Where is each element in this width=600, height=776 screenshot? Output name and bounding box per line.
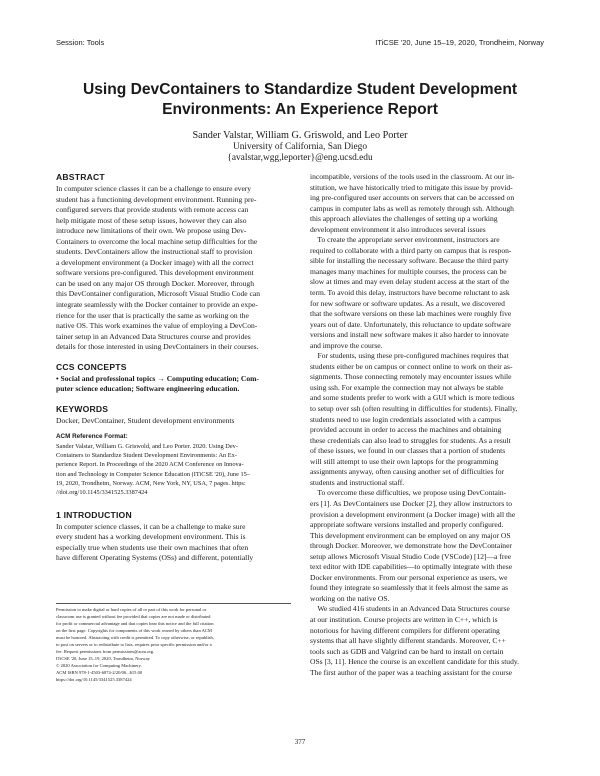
body-paragraph xyxy=(310,488,545,604)
body-line: ing pre-configured user accounts on servers that can be accessed on xyxy=(310,193,515,203)
introduction-line: have different Operating Systems (OSs) and different, potentially xyxy=(56,553,254,563)
abstract-line: software versions pre-configured. This development environment xyxy=(56,268,254,278)
body-line: ers [1]. As DevContainers use Docker [2], they allow instructors to xyxy=(310,498,513,508)
footnote-line: https://doi.org/10.1145/3341525.3387424 xyxy=(56,676,132,682)
abstract-line: configured servers that provide students with remote access can xyxy=(56,205,249,215)
paper-title-line-2: Environments: An Experience Report xyxy=(162,101,438,118)
abstract-line: details for those interested in using DevContainers in their courses. xyxy=(56,342,259,352)
body-line: and some students prefer to work with a GUI which is more tedious xyxy=(310,393,515,403)
running-header-right: ITiCSE '20, June 15–19, 2020, Trondheim, Norway xyxy=(375,38,544,47)
body-line: incompatible, versions of the tools used in the classroom. At our in- xyxy=(310,172,515,181)
body-line: notorious for having different compilers for different operating xyxy=(310,625,500,635)
footnote-line: ACM ISBN 978-1-4503-6874-2/20/06...$15.00 xyxy=(56,669,143,675)
body-line: signments. Those connecting remotely may encounter issues while xyxy=(310,372,512,382)
footnote-line: to post on servers or to redistribute to lists, requires prior specific permission and/or a xyxy=(56,641,212,647)
running-header-left: Session: Tools xyxy=(56,38,105,47)
paper-title-line-1: Using DevContainers to Standardize Student Development xyxy=(82,81,518,98)
keywords-body xyxy=(56,416,291,427)
body-line: versions and install new software makes it also harder to innovate xyxy=(310,330,509,340)
abstract-line: a development environment (a Docker image) with all the correct xyxy=(56,257,254,267)
ccs-concepts-body xyxy=(56,374,291,395)
copyright-footnote xyxy=(56,603,291,683)
keywords-line: Docker, DevContainer, Student development environments xyxy=(56,415,235,425)
abstract-body xyxy=(56,184,291,353)
abstract-line: native OS. This work examines the value of employing a DevCon- xyxy=(56,321,258,331)
body-paragraph xyxy=(310,235,545,351)
abstract-line: Containers to overcome the local machine setup difficulties for the xyxy=(56,236,258,246)
introduction-line: especially true when students use their own machines that often xyxy=(56,542,249,552)
body-line: students and instructional staff. xyxy=(310,477,405,487)
abstract-line: tainer setup in an Advanced Data Structures course and provides xyxy=(56,331,251,341)
abstract-line: introduce new limitations of their own. We propose using Dev- xyxy=(56,226,247,236)
body-line: text editor with IDE capabilities—to optimally integrate with these xyxy=(310,562,513,572)
abstract-line: rience for the user that is practically the same as working on the xyxy=(56,310,249,320)
introduction-body xyxy=(56,522,291,564)
ccs-line: puter science education; Software engineering education. xyxy=(56,384,240,394)
right-column xyxy=(310,172,545,678)
body-line: OSs [3, 11]. Hence the course is an excellent candidate for this study. xyxy=(310,657,520,667)
body-line: students need to use login credentials associated with a campus xyxy=(310,414,501,424)
reference-format-body xyxy=(56,442,291,498)
author-affiliation: University of California, San Diego xyxy=(232,141,368,152)
footnote-line: fee. Request permissions from permissions@acm.org. xyxy=(56,648,155,654)
body-line: To create the appropriate server environment, instructors are xyxy=(310,235,500,245)
abstract-line: integrate seamlessly with the Docker container to provide an expe- xyxy=(56,300,258,310)
left-column xyxy=(56,172,291,564)
body-line: will still attempt to use their own laptops for the programming xyxy=(310,456,499,466)
abstract-line: can be used on any major OS through Docker. Moreover, through xyxy=(56,278,254,288)
body-line: The first author of the paper was a teaching assistant for the course xyxy=(310,667,513,677)
body-line: We studied 416 students in an Advanced Data Structures course xyxy=(310,604,510,614)
introduction-line: In computer science classes, it can be a challenge to make sure xyxy=(56,521,246,531)
body-line: manages many machines for multiple courses, the process can be xyxy=(310,266,507,276)
footnote-line: for profit or commercial advantage and that copies bear this notice and the full citation xyxy=(56,620,214,626)
body-line: of these issues, we found in our classes that a portion of students xyxy=(310,446,506,456)
body-line: years out of date. Unfortunately, this reluctance to update software xyxy=(310,319,511,329)
body-line: For students, using these pre-configured machines requires that xyxy=(310,351,509,361)
body-line: found they integrate so seamlessly that it feels almost the same as xyxy=(310,583,509,593)
author-names: Sander Valstar, William G. Griswold, and Leo Porter xyxy=(192,130,408,141)
footnote-line: must be honored. Abstracting with credit is permitted. To copy otherwise, or republish, xyxy=(56,634,214,640)
footnote-line: on the first page. Copyrights for components of this work owned by others than ACM xyxy=(56,627,212,633)
body-line: Docker environments. From our personal experience as users, we xyxy=(310,572,508,582)
body-line: sible for installing the necessary software. Because the third party xyxy=(310,256,509,266)
body-line: This development environment can be employed on any major OS xyxy=(310,530,511,540)
body-paragraph xyxy=(310,172,545,235)
paper-title xyxy=(56,80,544,120)
body-line: appropriate software versions installed and properly configured. xyxy=(310,520,504,530)
introduction-line: every student has a working development environment. This is xyxy=(56,532,246,542)
body-line: term. To avoid this delay, instructors have become reluctant to ask xyxy=(310,288,510,298)
author-email: {avalstar,wgg,leporter}@eng.ucsd.edu xyxy=(227,153,373,163)
reference-format-heading: ACM Reference Format: xyxy=(56,433,128,441)
body-line: at our institution. Course projects are written in C++, which is xyxy=(310,614,498,624)
footnote-line: Permission to make digital or hard copies of all or part of this work for personal or xyxy=(56,607,207,612)
body-line: development environment it also introduces several issues xyxy=(310,224,486,234)
body-line: required to collaborate with a third party on campus that is respon- xyxy=(310,245,512,255)
abstract-line: help mitigate most of these setup issues, however they can also xyxy=(56,215,247,225)
abstract-line: students. DevContainers allow the instructional staff to provision xyxy=(56,247,253,257)
body-line: through Docker. Moreover, we demonstrate how the DevContainer xyxy=(310,541,512,551)
reference-line: //doi.org/10.1145/3341525.3387424 xyxy=(56,489,148,497)
footnote-line: classroom use is granted without fee provided that copies are not made or distributed xyxy=(56,613,211,619)
reference-line: 19, 2020, Trondheim, Norway. ACM, New York, NY, USA, 7 pages. https: xyxy=(56,480,246,488)
body-paragraph xyxy=(310,351,545,488)
body-line: to setup over ssh (often resulting in difficulties for students). Finally, xyxy=(310,404,518,414)
footnote-line: ITiCSE '20, June 15–19, 2020, Trondheim, Norway xyxy=(56,655,150,661)
body-line: setup allows Microsoft Visual Studio Code (VSCode) [12]—a free xyxy=(310,551,512,561)
body-line: systems that all have slightly different standards. Moreover, C++ xyxy=(310,636,506,646)
body-line: and improve the course. xyxy=(310,340,383,350)
body-line: provided account in order to access the machines and obtaining xyxy=(310,425,502,435)
body-line: this approach alleviates the challenges of setting up a working xyxy=(310,214,498,224)
reference-line: Sander Valstar, William G. Griswold, and Leo Porter. 2020. Using Dev- xyxy=(56,442,238,450)
body-line: these credentials can also lead to struggles for students. As a result xyxy=(310,435,511,445)
introduction-heading: 1 INTRODUCTION xyxy=(56,509,132,520)
page-number: 377 xyxy=(294,738,306,746)
reference-line: Containers to Standardize Student Development Environments: An Ex- xyxy=(56,452,237,460)
body-paragraph xyxy=(310,604,545,678)
footnote-line: © 2020 Association for Computing Machinery. xyxy=(56,662,142,668)
body-line: assignments anyway, often causing another set of difficulties for xyxy=(310,467,505,477)
abstract-heading: ABSTRACT xyxy=(56,172,105,182)
body-line: To overcome these difficulties, we propose using DevContain- xyxy=(310,488,507,498)
body-line: students either be on campus or connect online to work on their as- xyxy=(310,361,513,371)
abstract-line: In computer science classes it can be a challenge to ensure every xyxy=(56,184,252,193)
body-line: using ssh. For example the connection may not always be stable xyxy=(310,382,504,392)
ccs-line: • Social and professional topics → Computing education; Com- xyxy=(56,373,259,383)
body-line: provision a development environment (a Docker image) with all the xyxy=(310,509,516,519)
body-line: working on the native OS. xyxy=(310,593,390,603)
ccs-concepts-heading: CCS CONCEPTS xyxy=(56,361,127,372)
abstract-line: this DevContainer configuration, Microsoft Visual Studio Code can xyxy=(56,289,260,299)
keywords-heading: KEYWORDS xyxy=(56,403,109,414)
body-line: tools such as GDB and Valgrind can be hard to install on certain xyxy=(310,646,504,656)
body-line: campus in computer labs as well as remotely through ssh. Although xyxy=(310,203,514,213)
body-line: stitution, we have historically tried to mitigate this issue by provid- xyxy=(310,182,513,192)
abstract-line: student has a functioning development environment. Running pre- xyxy=(56,194,257,204)
body-line: for new software or software updates. As a result, we discovered xyxy=(310,298,505,308)
body-line: slow at times and may even delay student access at the start of the xyxy=(310,277,510,287)
author-block xyxy=(56,130,544,165)
reference-line: perience Report. In Proceedings of the 2020 ACM Conference on Innova- xyxy=(56,461,244,469)
body-line: that the software versions on these lab machines were roughly five xyxy=(310,309,512,319)
reference-line: tion and Technology in Computer Science Education (ITiCSE '20), June 15– xyxy=(56,470,250,478)
